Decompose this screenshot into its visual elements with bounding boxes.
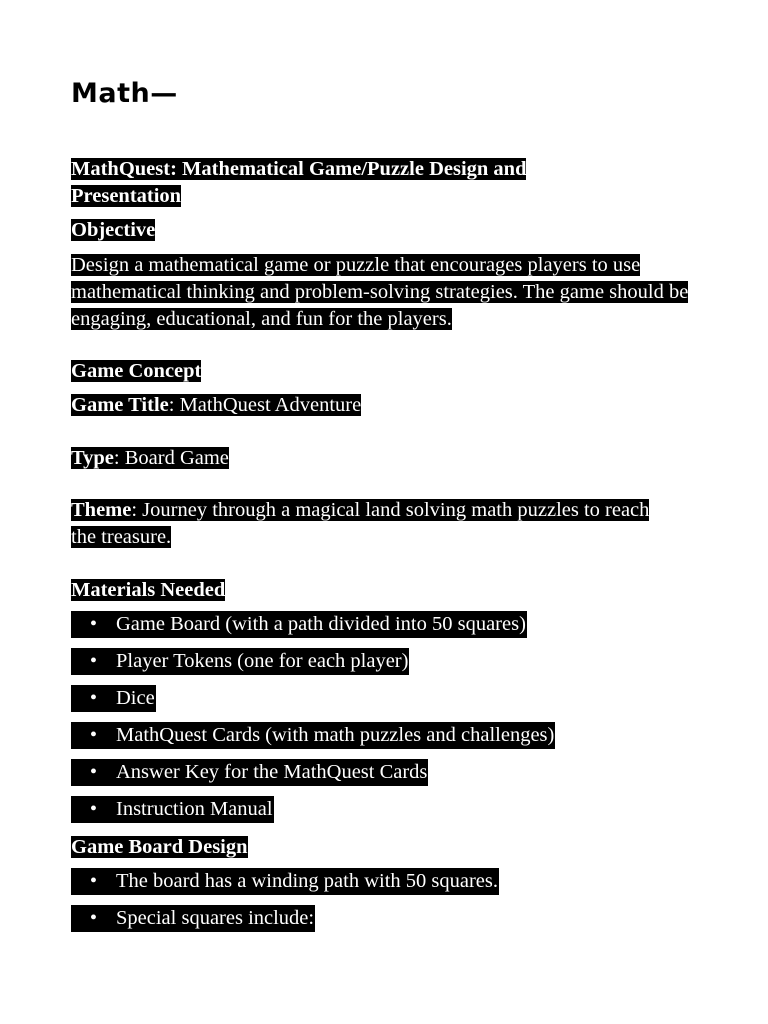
game-concept-heading: [71, 358, 201, 385]
document-title: Math—: [71, 78, 178, 109]
objective-text: Design a mathematical game or puzzle that encourages players to use mathematical thinking and problem-solving strategies. The game should be engaging, educational, and fun for the players.: [71, 254, 689, 330]
board-heading: [71, 834, 248, 861]
list-item-text: Instruction Manual: [116, 798, 273, 820]
materials-heading-text: Materials Needed: [71, 579, 226, 601]
objective-paragraph: [71, 252, 699, 333]
list-item-text: Dice: [116, 687, 155, 709]
game-title-line: [71, 392, 361, 419]
game-title-value: : MathQuest Adventure: [168, 394, 362, 416]
game-title-label: Game Title: [71, 394, 169, 416]
list-item-text: Player Tokens (one for each player): [116, 650, 409, 672]
objective-heading-text: Objective: [71, 219, 156, 241]
list-item-text: The board has a winding path with 50 squares.: [116, 870, 499, 892]
bullet-icon: •: [89, 907, 98, 929]
list-item: [71, 685, 156, 712]
bullet-icon: •: [89, 687, 98, 709]
list-item: [71, 759, 428, 786]
list-item: [71, 648, 409, 675]
materials-heading: [71, 577, 225, 604]
list-item-text: Answer Key for the MathQuest Cards: [116, 761, 428, 783]
list-item: [71, 868, 499, 895]
bullet-icon: •: [89, 870, 98, 892]
main-heading-text: MathQuest: Mathematical Game/Puzzle Design and Presentation: [71, 158, 527, 207]
bullet-icon: •: [89, 761, 98, 783]
game-concept-heading-text: Game Concept: [71, 360, 202, 382]
type-value: : Board Game: [113, 447, 229, 469]
bullet-icon: •: [89, 650, 98, 672]
list-item: [71, 611, 527, 638]
list-item-text: Special squares include:: [116, 907, 315, 929]
list-item-text: MathQuest Cards (with math puzzles and challenges): [116, 724, 555, 746]
theme-line: [71, 497, 661, 551]
bullet-icon: •: [89, 724, 98, 746]
bullet-icon: •: [89, 798, 98, 820]
list-item: [71, 796, 274, 823]
bullet-icon: •: [89, 613, 98, 635]
type-label: Type: [71, 447, 114, 469]
board-heading-text: Game Board Design: [71, 836, 248, 858]
theme-label: Theme: [71, 499, 132, 521]
list-item: [71, 905, 315, 932]
type-line: [71, 445, 229, 472]
list-item: [71, 722, 555, 749]
objective-heading: [71, 217, 155, 244]
list-item-text: Game Board (with a path divided into 50 squares): [116, 613, 526, 635]
theme-value: : Journey through a magical land solving math puzzles to reach the treasure.: [71, 499, 650, 548]
main-heading: [71, 156, 581, 210]
